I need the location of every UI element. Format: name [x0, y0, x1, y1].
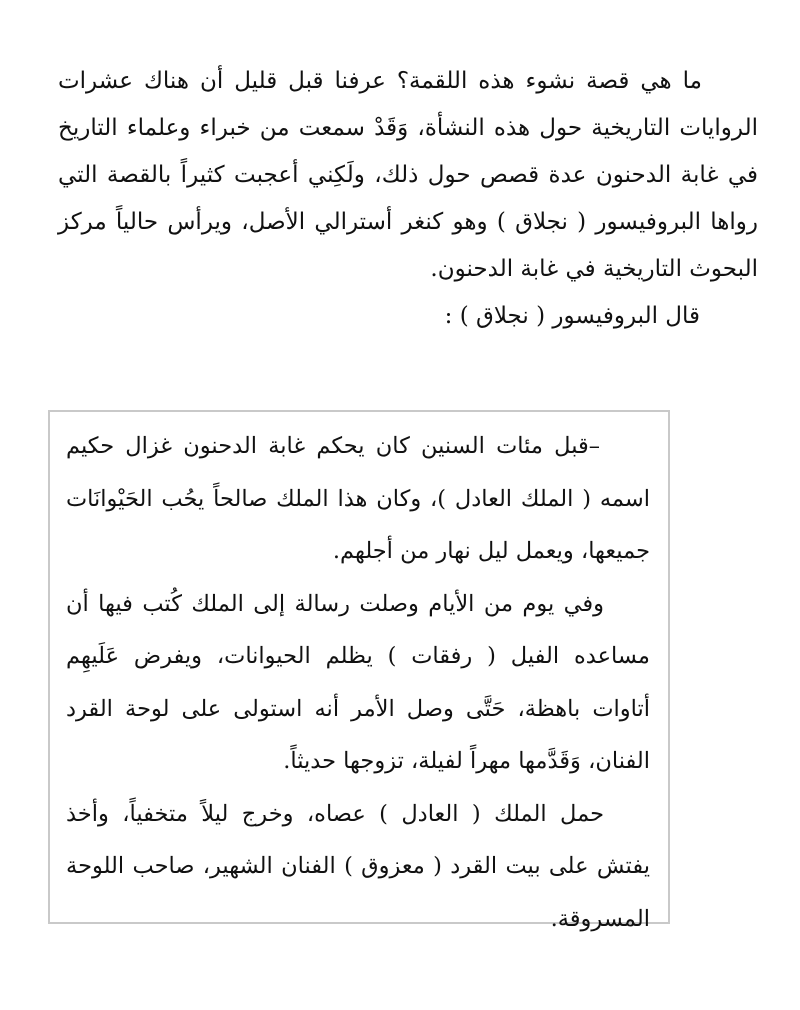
story-box — [48, 410, 670, 932]
story-paragraph-1: –قبل مئات السنين كان يحكم غابة الدحنون غزال حكيم اسمه ( الملك العادل )، وكان هذا الملك صالحاً يحُب الحَيْوانَات جميعها، ويعمل ليل نهار من أجلهم. — [66, 433, 650, 564]
quote-introduction: قال البروفيسور ( نجلاق ) : — [444, 303, 700, 329]
story-paragraph-3: حمل الملك ( العادل ) عصاه، وخرج ليلاً متخفياً، وأخذ يفتش على بيت القرد ( معزوق ) الفنان الشهير، صاحب اللوحة المسروقة. — [66, 800, 650, 932]
intro-section — [58, 58, 758, 340]
story-paragraph-2: وفي يوم من الأيام وصلت رسالة إلى الملك كُتب فيها أن مساعده الفيل ( رفقات ) يظلم الحيوانات، ويفرض عَلَيهِم أتاوات باهظة، حَتَّى وصل الأمر أنه استولى على لوحة القرد الفنان، وَقَدَّمها مهراً لفيلة، تزوجها حديثاً. — [66, 590, 650, 774]
story-text — [66, 420, 650, 945]
intro-paragraph: ما هي قصة نشوء هذه اللقمة؟ عرفنا قبل قليل أن هناك عشرات الروايات التاريخية حول هذه النشأة، وَقَدْ سمعت من خبراء وعلماء التاريخ في غابة الدحنون عدة قصص حول ذلك، ولَكِني أعجبت كثيراً بالقصة التي رواها البروفيسور ( نجلاق ) وهو كنغر أسترالي الأصل، ويرأس حالياً مركز البحوث التاريخية في غابة الدحنون. — [58, 68, 758, 282]
